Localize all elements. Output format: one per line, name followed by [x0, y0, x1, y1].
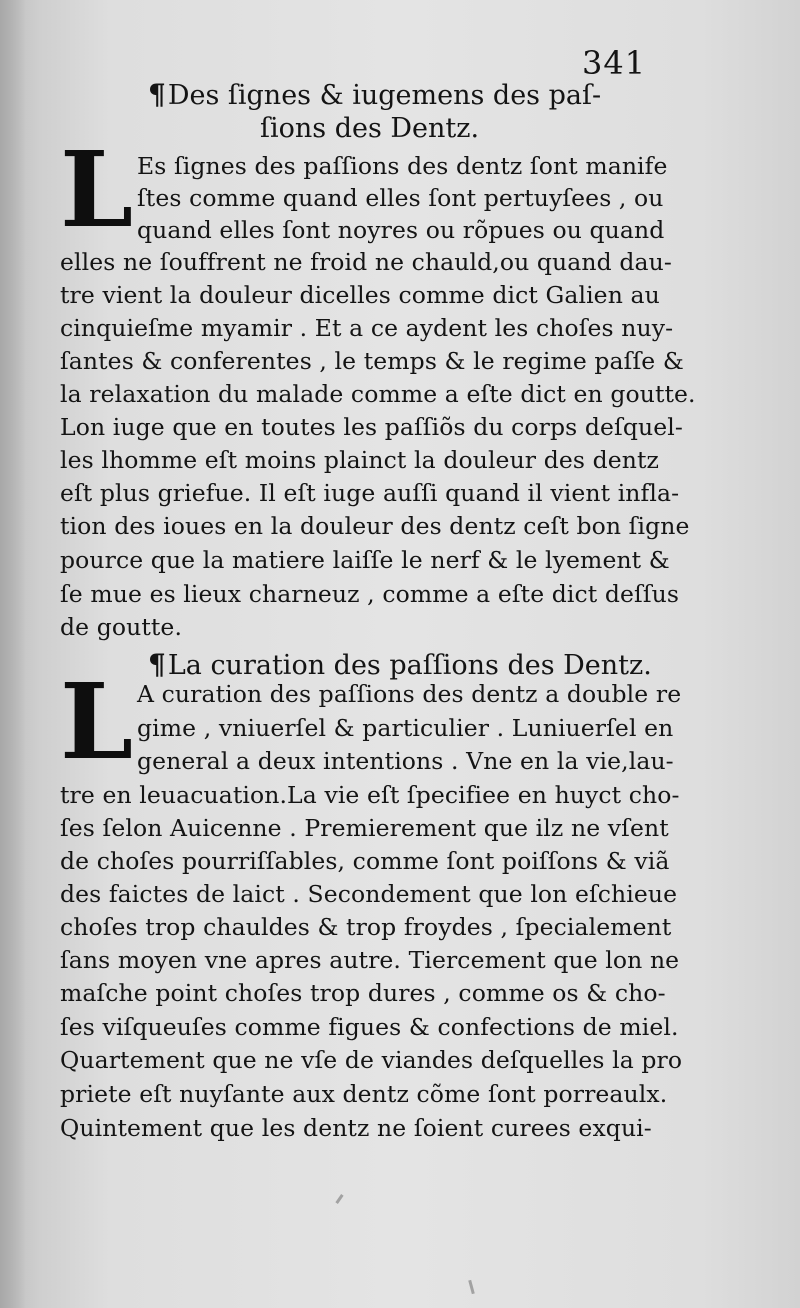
text-line: quand elles ſont noyres ou rõpues ou quand — [137, 216, 665, 244]
text-line: Quintement que les dentz ne ſoient curees exqui- — [60, 1114, 652, 1142]
paper-speck — [468, 1280, 475, 1294]
text-line: ſantes & conferentes , le temps & le regime paſſe & — [60, 347, 684, 375]
section-heading-continued: ſions des Dentz. — [260, 113, 480, 144]
text-line: ſtes comme quand elles ſont pertuyſees , ou — [137, 184, 664, 212]
text-line: tre vient la douleur dicelles comme dict Galien au — [60, 281, 660, 309]
text-line: choſes trop chauldes & trop froydes , ſpecialement — [60, 913, 672, 941]
text-line: de choſes pourriſſables, comme ſont poiſſons & viã — [60, 847, 670, 875]
text-line: eſt plus griefue. Il eſt iuge auſſi quand il vient infla- — [60, 479, 680, 507]
text-line: priete eſt nuyſante aux dentz cõme ſont porreaulx. — [60, 1080, 668, 1108]
text-line: gime , vniuerſel & particulier . Luniuerſel en — [137, 714, 674, 742]
text-line: cinquieſme myamir . Et a ce aydent les choſes nuy- — [60, 314, 674, 342]
pilcrow-icon: ¶ — [148, 78, 166, 111]
text-line: la relaxation du malade comme a eſte dict en goutte. — [60, 380, 696, 408]
text-line: maſche point choſes trop dures , comme os & cho- — [60, 979, 666, 1007]
paper-speck — [335, 1194, 343, 1204]
text-line: ſe mue es lieux charneuz , comme a eſte dict deſſus — [60, 580, 680, 608]
text-line: Lon iuge que en toutes les paſſiõs du corps deſquel- — [60, 413, 683, 441]
text-line: ſes ſelon Auicenne . Premierement que ilz ne vſent — [60, 814, 669, 842]
drop-cap: L — [60, 660, 134, 783]
text-line: A curation des paſſions des dentz a double re — [137, 680, 682, 708]
text-line: ſans moyen vne apres autre. Tiercement que lon ne — [60, 946, 680, 974]
text-line: Quartement que ne vſe de viandes deſquelles la pro — [60, 1046, 683, 1074]
text-line: general a deux intentions . Vne en la vie,lau- — [137, 747, 674, 775]
text-line: des faictes de laict . Secondement que lon eſchieue — [60, 880, 678, 908]
text-line: les lhomme eſt moins plainct la douleur des dentz — [60, 446, 659, 474]
text-line: elles ne ſouffrent ne froid ne chauld,ou quand dau- — [60, 248, 672, 276]
heading-line: La curation des paſſions des Dentz. — [167, 650, 652, 681]
text-line: de goutte. — [60, 613, 183, 641]
section-heading — [148, 78, 601, 113]
page-number: 341 — [582, 44, 647, 82]
section-heading — [148, 648, 652, 683]
text-line: tre en leuacuation.La vie eſt ſpecifiee en huyct cho- — [60, 781, 680, 809]
text-line: ſes viſqueuſes comme figues & confections de miel. — [60, 1013, 679, 1041]
drop-cap: L — [60, 128, 134, 251]
pilcrow-icon: ¶ — [148, 648, 166, 681]
heading-line: Des ſignes & iugemens des paſ- — [167, 80, 602, 111]
text-line: tion des ioues en la douleur des dentz ceſt bon ſigne — [60, 512, 690, 540]
text-line: Es ſignes des paſſions des dentz ſont manife — [137, 152, 668, 180]
text-line: pource que la matiere laiſſe le nerf & le lyement & — [60, 546, 670, 574]
